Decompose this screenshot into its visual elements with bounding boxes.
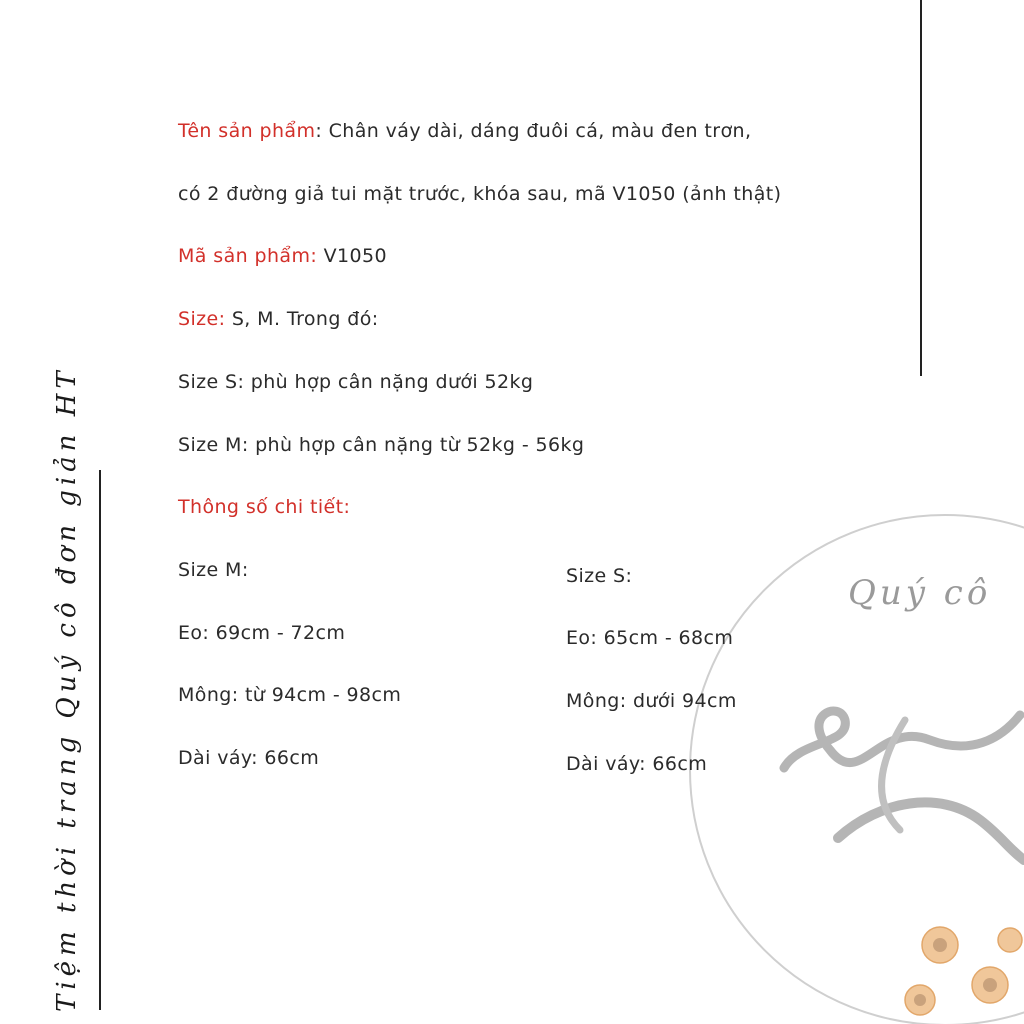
size-m-hip: Mông: từ 94cm - 98cm	[178, 684, 402, 706]
product-code-value: V1050	[317, 245, 387, 267]
logo-text: Quý cô	[848, 573, 992, 613]
product-size	[178, 308, 379, 330]
size-m-waist: Eo: 69cm - 72cm	[178, 622, 346, 644]
size-m-fit: Size M: phù hợp cân nặng từ 52kg - 56kg	[178, 434, 585, 456]
product-name-line-1	[178, 120, 751, 142]
size-m-length: Dài váy: 66cm	[178, 747, 320, 769]
product-name-value: : Chân váy dài, dáng đuôi cá, màu đen trơn,	[315, 120, 752, 142]
size-s-title: Size S:	[566, 565, 633, 587]
detail-heading: Thông số chi tiết:	[178, 496, 351, 518]
product-code-label: Mã sản phẩm:	[178, 245, 318, 267]
product-name-label: Tên sản phẩm	[178, 120, 316, 142]
product-size-value: S, M. Trong đó:	[225, 308, 379, 330]
product-name-line-2: có 2 đường giả tui mặt trước, khóa sau, mã V1050 (ảnh thật)	[178, 183, 782, 205]
shop-name-vertical: Tiệm thời trang Quý cô đơn giản HT	[52, 366, 82, 1012]
size-s-length: Dài váy: 66cm	[566, 753, 708, 775]
product-size-label: Size:	[178, 308, 226, 330]
size-s-waist: Eo: 65cm - 68cm	[566, 627, 734, 649]
product-code	[178, 245, 387, 267]
size-s-fit: Size S: phù hợp cân nặng dưới 52kg	[178, 371, 534, 393]
size-m-title: Size M:	[178, 559, 249, 581]
size-s-hip: Mông: dưới 94cm	[566, 690, 737, 712]
